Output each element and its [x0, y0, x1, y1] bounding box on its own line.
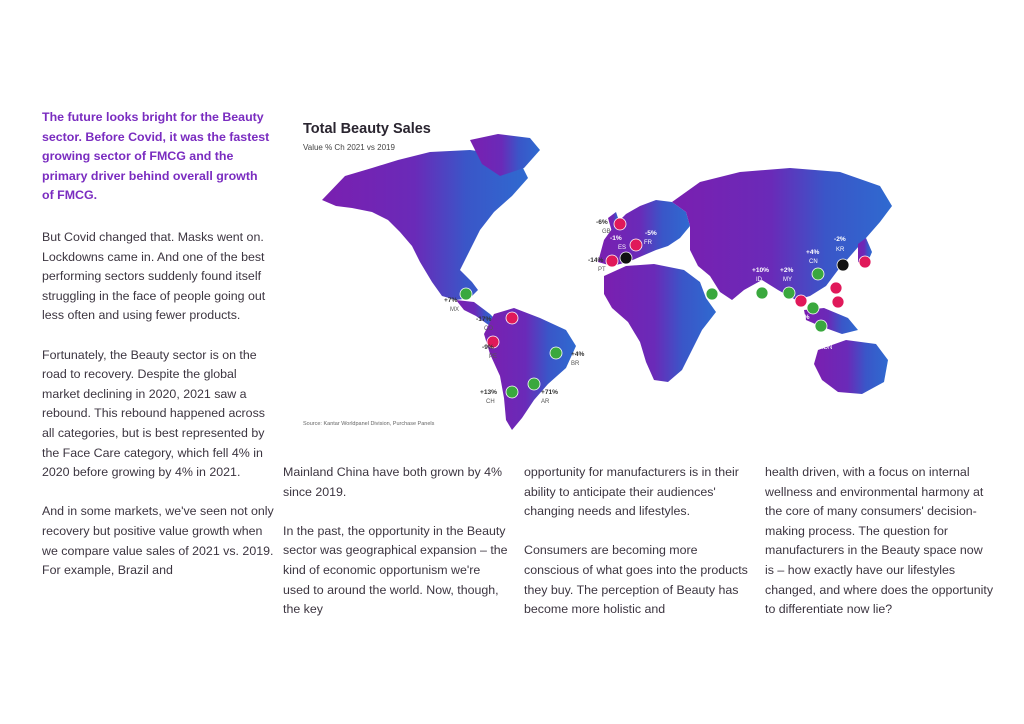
marker-code-vn: VN: [806, 324, 815, 330]
marker-code-kr: KR: [836, 247, 845, 253]
marker-value-ar: +71%: [541, 389, 559, 396]
text-column-4: [765, 463, 995, 639]
marker-code-fr: FR: [644, 240, 652, 246]
asia-shape: [672, 168, 892, 300]
marker-value-saudi: +10%: [720, 300, 738, 307]
marker-code-es: ES: [618, 245, 627, 251]
chart-title: Total Beauty Sales: [303, 121, 431, 137]
marker-code-cn: CN: [809, 259, 818, 265]
marker-cn: [812, 268, 824, 280]
marker-gb: [614, 218, 626, 230]
paragraph: Mainland China have both grown by 4% since 2019.: [283, 465, 503, 499]
marker-value-idn: +4%: [818, 335, 832, 342]
south-america-shape: [484, 308, 576, 430]
continents: [322, 134, 892, 430]
marker-value-id: +10%: [752, 267, 770, 274]
marker-kr: [837, 259, 849, 271]
marker-code-tw: TW: [847, 291, 857, 297]
marker-code-br: BR: [571, 361, 580, 367]
marker-my: [783, 287, 795, 299]
marker-value-ph: -21%: [846, 303, 862, 310]
marker-value-mx: +7%: [444, 297, 458, 304]
marker-code-ar: AR: [541, 399, 550, 405]
marker-ar: [528, 378, 540, 390]
marker-code-gb: GB: [602, 229, 611, 235]
marker-code-ch: CH: [486, 399, 495, 405]
marker-value-pt: -14%: [588, 257, 604, 264]
marker-id: [756, 287, 768, 299]
marker-code-jp: JP: [876, 265, 884, 271]
marker-br: [550, 347, 562, 359]
marker-code-pe: PE: [489, 354, 498, 360]
marker-value-es: -1%: [610, 235, 622, 242]
marker-co: [506, 312, 518, 324]
marker-code-saudi: SAUDI: [718, 310, 737, 316]
marker-value-cn: +4%: [806, 249, 820, 256]
text-column-1: [42, 228, 274, 600]
marker-value-my: +2%: [780, 267, 794, 274]
marker-saudi: [706, 288, 718, 300]
marker-fr: [630, 239, 642, 251]
africa-shape: [604, 264, 716, 382]
marker-es: [620, 252, 632, 264]
paragraph: But Covid changed that. Masks went on. Lockdowns came in. And one of the best performing sectors suddenly found itself struggling in the face of people going out less often and using fewer products.: [42, 230, 266, 323]
marker-code-mx: MX: [450, 307, 459, 313]
marker-value-co: -17%: [476, 316, 492, 323]
marker-ph: [832, 296, 844, 308]
marker-vn: [807, 302, 819, 314]
paragraph: health driven, with a focus on internal wellness and environmental harmony at the core of many consumers' decision-making process. The question for manufacturers in the Beauty space now is – how exactly have our lifestyles changed, and where does the opportunity to differentiate now lie?: [765, 465, 994, 617]
marker-value-jp: -8%: [876, 255, 888, 262]
marker-code-my: MY: [783, 277, 792, 283]
paragraph: And in some markets, we've seen not only recovery but positive value growth when we compare value sales of 2021 vs. 2019. For example, Brazil and: [42, 504, 274, 578]
text-column-3: [524, 463, 754, 639]
marker-idn: [815, 320, 827, 332]
marker-tw: [830, 282, 842, 294]
marker-jp: [859, 256, 871, 268]
marker-code-ph: PH: [846, 313, 855, 319]
marker-value-fr: -5%: [645, 230, 657, 237]
marker-pt: [606, 255, 618, 267]
marker-code-co: CO: [484, 326, 493, 332]
chart-source: Source: Kantar Worldpanel Division, Purchase Panels: [303, 421, 435, 427]
paragraph: opportunity for manufacturers is in their ability to anticipate their audiences' changing needs and lifestyles.: [524, 465, 739, 519]
marker-value-tw: 6%: [848, 281, 858, 288]
marker-th: [795, 295, 807, 307]
marker-value-br: +4%: [571, 351, 585, 358]
marker-value-th: -3%: [779, 301, 791, 308]
chart-subtitle: Value % Ch 2021 vs 2019: [303, 143, 395, 152]
marker-code-idn: IDN: [822, 345, 833, 351]
text-column-2: [283, 463, 508, 639]
marker-value-ch: +13%: [480, 389, 498, 396]
paragraph: In the past, the opportunity in the Beauty sector was geographical expansion – the kind of economic opportunism we're used to around the world. Now, though, the key: [283, 523, 508, 617]
lead-paragraph: The future looks bright for the Beauty sector. Before Covid, it was the fastest growing sector of FMCG and the primary driver behind overall growth of FMCG.: [42, 110, 270, 203]
marker-code-th: TH: [783, 311, 791, 317]
paragraph: Fortunately, the Beauty sector is on the road to recovery. Despite the global market declining in 2020, 2021 saw a rebound. This rebound happened across all categories, but is best represented by the Face Care category, which fell 4% in 2020 before growing by 4% in 2021.: [42, 347, 265, 480]
marker-value-vn: 3%: [800, 314, 810, 321]
world-map: [290, 130, 900, 450]
marker-code-pt: PT: [598, 267, 606, 273]
marker-ch: [506, 386, 518, 398]
marker-mx: [460, 288, 472, 300]
marker-value-gb: -6%: [596, 219, 608, 226]
marker-value-kr: -2%: [834, 236, 846, 243]
marker-code-id: ID: [756, 277, 762, 283]
paragraph: Consumers are becoming more conscious of what goes into the products they buy. The perception of Beauty has become more holistic and: [524, 543, 748, 617]
marker-value-pe: -9%: [482, 344, 494, 351]
